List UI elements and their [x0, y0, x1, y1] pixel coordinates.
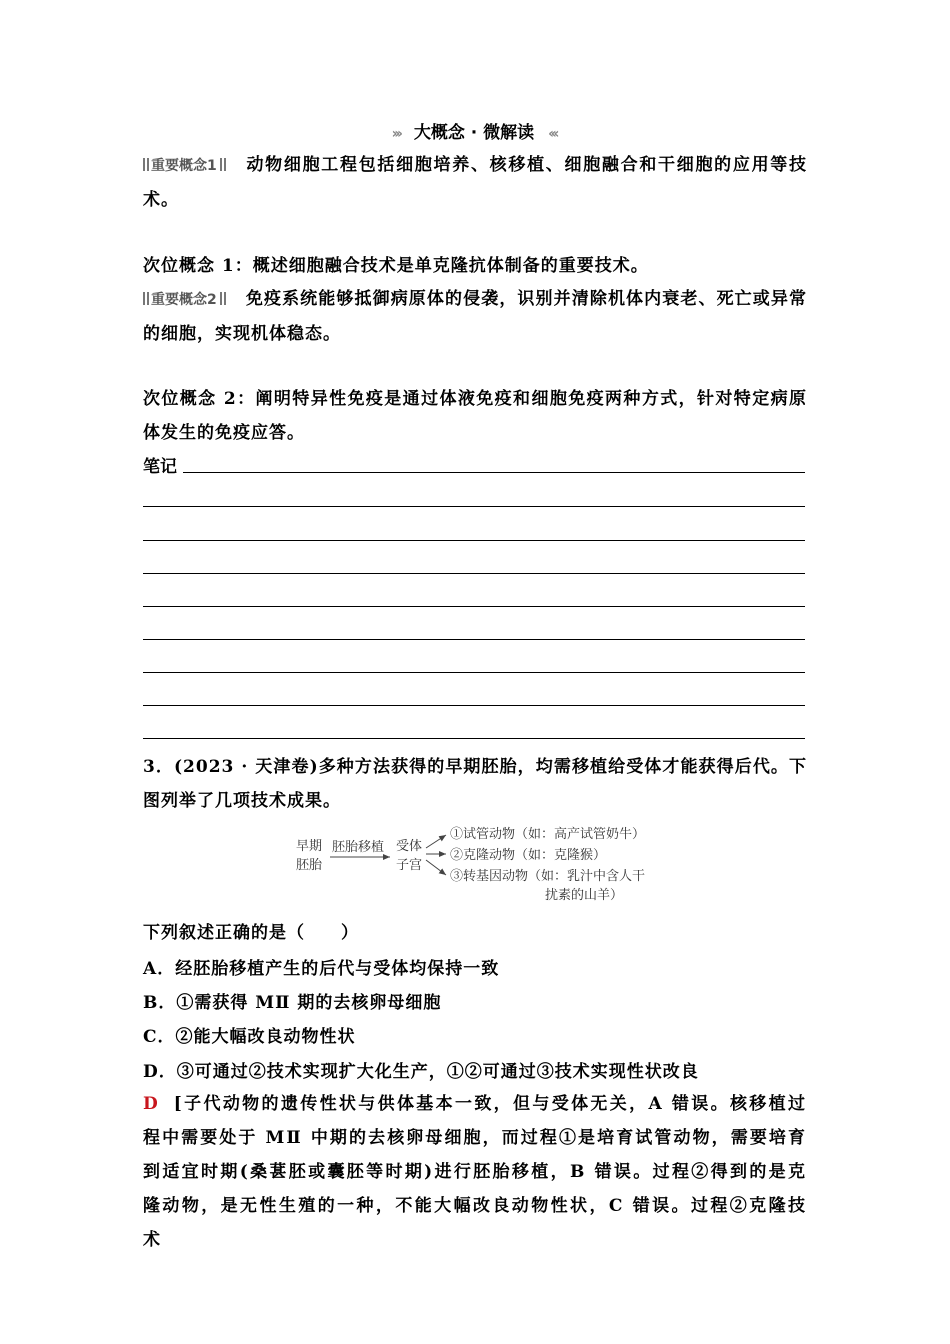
notes-line[interactable]	[143, 506, 805, 507]
notes-line[interactable]	[143, 738, 805, 739]
concept1-tag: 重要概念1	[143, 149, 228, 183]
notes-line[interactable]	[143, 672, 805, 673]
diagram-target-line1: 受体	[396, 839, 423, 854]
notes-line[interactable]	[183, 472, 805, 473]
answer-letter: D	[143, 1094, 160, 1114]
diagram-target-line2: 子宫	[396, 858, 423, 873]
right-chevrons-icon: ‹‹‹	[548, 126, 557, 142]
notes-label: 笔记	[143, 457, 177, 477]
diagram-outcome3-line2: 扰素的山羊）	[545, 888, 624, 903]
diagram-outcome3-line1: ③转基因动物（如：乳汁中含人干	[450, 869, 646, 884]
diagram-arrow-1	[426, 835, 446, 848]
question-prompt: 下列叙述正确的是（ ）	[143, 923, 359, 943]
notes-line[interactable]	[143, 705, 805, 706]
answer-text: [子代动物的遗传性状与供体基本一致，但与受体无关，A 错误。核移植过程中需要处于 MⅡ 中期的去核卵母细胞，而过程①是培育试管动物，需要培育到适宜时期(桑葚胚或囊胚等时期)进行胚胎移植，B 错误。过程②得到的是克隆动物，是无性生殖的一种，不能大幅改良动物性状，C 错误。过程②克隆技术	[143, 1094, 807, 1250]
diagram-outcome1: ①试管动物（如：高产试管奶牛）	[450, 827, 646, 842]
diagram-source-line1: 早期	[296, 839, 323, 854]
concept1-paragraph	[143, 148, 807, 217]
option-c[interactable]: C．②能大幅改良动物性状	[143, 1027, 356, 1047]
section-header	[143, 118, 805, 143]
concept1-text: 动物细胞工程包括细胞培养、核移植、细胞融合和干细胞的应用等技术。	[143, 155, 807, 210]
answer-explanation	[143, 1087, 807, 1257]
embryo-transfer-diagram	[290, 820, 670, 910]
option-b[interactable]: B．①需获得 MⅡ 期的去核卵母细胞	[143, 993, 442, 1013]
question-source: (2023 · 天津卷)	[174, 757, 319, 777]
question-stem	[143, 750, 807, 818]
sub-concept1: 次位概念 1：概述细胞融合技术是单克隆抗体制备的重要技术。	[143, 256, 649, 276]
left-chevrons-icon: ›››	[391, 126, 400, 142]
sub-concept2: 次位概念 2：阐明特异性免疫是通过体液免疫和细胞免疫两种方式，针对特定病原体发生的免疫应答。	[143, 389, 807, 443]
notes-line[interactable]	[143, 639, 805, 640]
concept2-tag: 重要概念2	[143, 283, 228, 317]
concept2-text: 免疫系统能够抵御病原体的侵袭，识别并清除机体内衰老、死亡或异常的细胞，实现机体稳态。	[143, 289, 807, 344]
option-a[interactable]: A．经胚胎移植产生的后代与受体均保持一致	[143, 959, 500, 979]
question-text: 多种方法获得的早期胚胎，均需移植给受体才能获得后代。下图列举了几项技术成果。	[143, 757, 807, 811]
option-d[interactable]: D．③可通过②技术实现扩大化生产，①②可通过③技术实现性状改良	[143, 1062, 699, 1082]
notes-line[interactable]	[143, 573, 805, 574]
section-title: 大概念 · 微解读	[413, 123, 535, 143]
notes-line[interactable]	[143, 606, 805, 607]
notes-line[interactable]	[143, 540, 805, 541]
diagram-source-line2: 胚胎	[296, 858, 323, 873]
question-number: 3．	[143, 757, 175, 777]
diagram-arrow-3	[426, 860, 446, 875]
diagram-outcome2: ②克隆动物（如：克隆猴）	[450, 848, 607, 863]
concept2-paragraph	[143, 282, 807, 351]
diagram-arrow-label: 胚胎移植	[332, 840, 385, 855]
